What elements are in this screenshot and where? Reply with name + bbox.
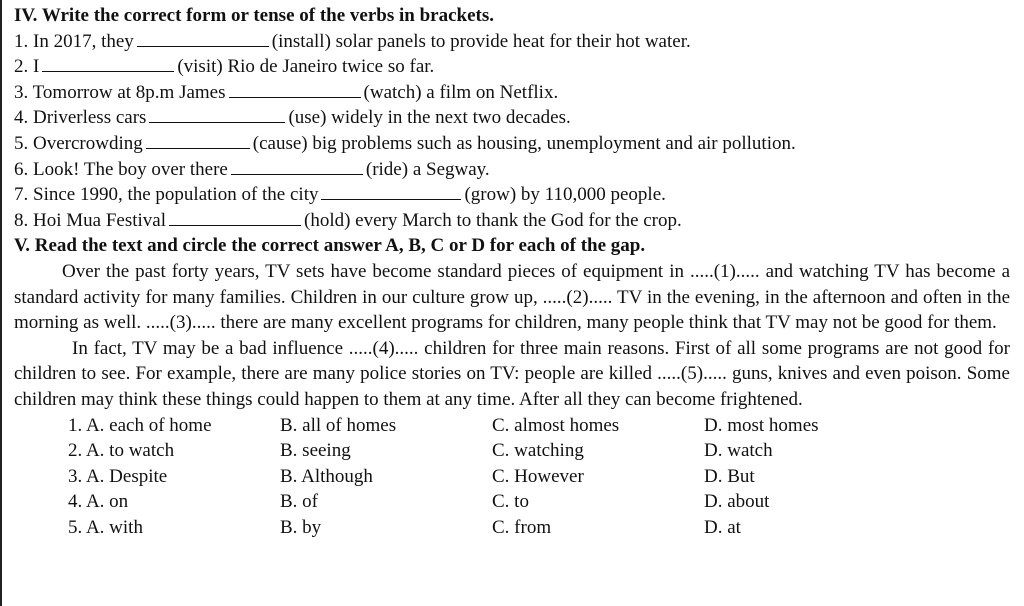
exercise-item-4: 4. Driverless cars (use) widely in the next two decades.	[14, 107, 571, 129]
exercise-item-3: 3. Tomorrow at 8p.m James (watch) a film on Netflix.	[14, 81, 559, 103]
option-4c: C. to	[492, 491, 529, 513]
option-1b: B. all of homes	[280, 414, 397, 436]
answer-blank-1	[137, 30, 269, 47]
answer-blank-8	[169, 209, 301, 226]
option-5d: D. at	[704, 516, 741, 538]
option-3a: 3. A. Despite	[68, 465, 168, 487]
option-2a: 2. A. to watch	[68, 440, 175, 462]
option-3c: C. However	[492, 465, 584, 487]
option-2b: B. seeing	[280, 440, 351, 462]
option-3d: D. But	[704, 465, 755, 487]
option-4a: 4. A. on	[68, 491, 129, 513]
reading-paragraph-2: In fact, TV may be a bad influence .....(4)..... children for three main reasons. First of all some programs are not good for children to see. For example, there are many police stories on TV: people are killed .....(5)..... guns, knives and even poison. Some children may think these things could happen to them at any time. After all they can become frightened.	[14, 337, 1010, 410]
option-1c: C. almost homes	[492, 414, 620, 436]
answer-blank-3	[229, 81, 361, 98]
option-2d: D. watch	[704, 440, 773, 462]
exercise-item-2: 2. I (visit) Rio de Janeiro twice so far.	[14, 56, 435, 78]
section-iv-heading: IV. Write the correct form or tense of the verbs in brackets.	[14, 5, 494, 26]
option-1d: D. most homes	[704, 414, 819, 436]
exercise-item-8: 8. Hoi Mua Festival (hold) every March to thank the God for the crop.	[14, 209, 682, 231]
exercise-item-6: 6. Look! The boy over there (ride) a Segway.	[14, 158, 490, 180]
exercise-item-7: 7. Since 1990, the population of the city (grow) by 110,000 people.	[14, 184, 666, 206]
section-v-heading: V. Read the text and circle the correct answer A, B, C or D for each of the gap.	[14, 235, 646, 257]
option-1a: 1. A. each of home	[68, 414, 212, 436]
answer-options-table	[14, 413, 1010, 541]
option-5b: B. by	[280, 516, 322, 538]
option-5c: C. from	[492, 516, 552, 538]
answer-blank-6	[231, 158, 363, 175]
answer-blank-5	[146, 132, 250, 149]
exercise-item-1: 1. In 2017, they (install) solar panels to provide heat for their hot water.	[14, 30, 691, 52]
answer-blank-4	[149, 106, 285, 123]
exercise-item-5: 5. Overcrowding (cause) big problems such as housing, unemployment and air pollution.	[14, 132, 796, 154]
option-5a: 5. A. with	[68, 516, 143, 538]
option-2c: C. watching	[492, 440, 584, 462]
reading-paragraph-1: Over the past forty years, TV sets have become standard pieces of equipment in .....(1)..... and watching TV has become a standard activity for many families. Children in our culture grow up, .....(2)..... TV in the evening, in the afternoon and often in the morning as well. .....(3)..... there are many excellent programs for children, many people think that TV may not be good for them.	[14, 260, 1010, 334]
option-4b: B. of	[280, 491, 318, 513]
answer-blank-2	[42, 55, 174, 72]
option-3b: B. Although	[280, 465, 373, 487]
answer-blank-7	[321, 183, 461, 200]
option-4d: D. about	[704, 491, 770, 513]
